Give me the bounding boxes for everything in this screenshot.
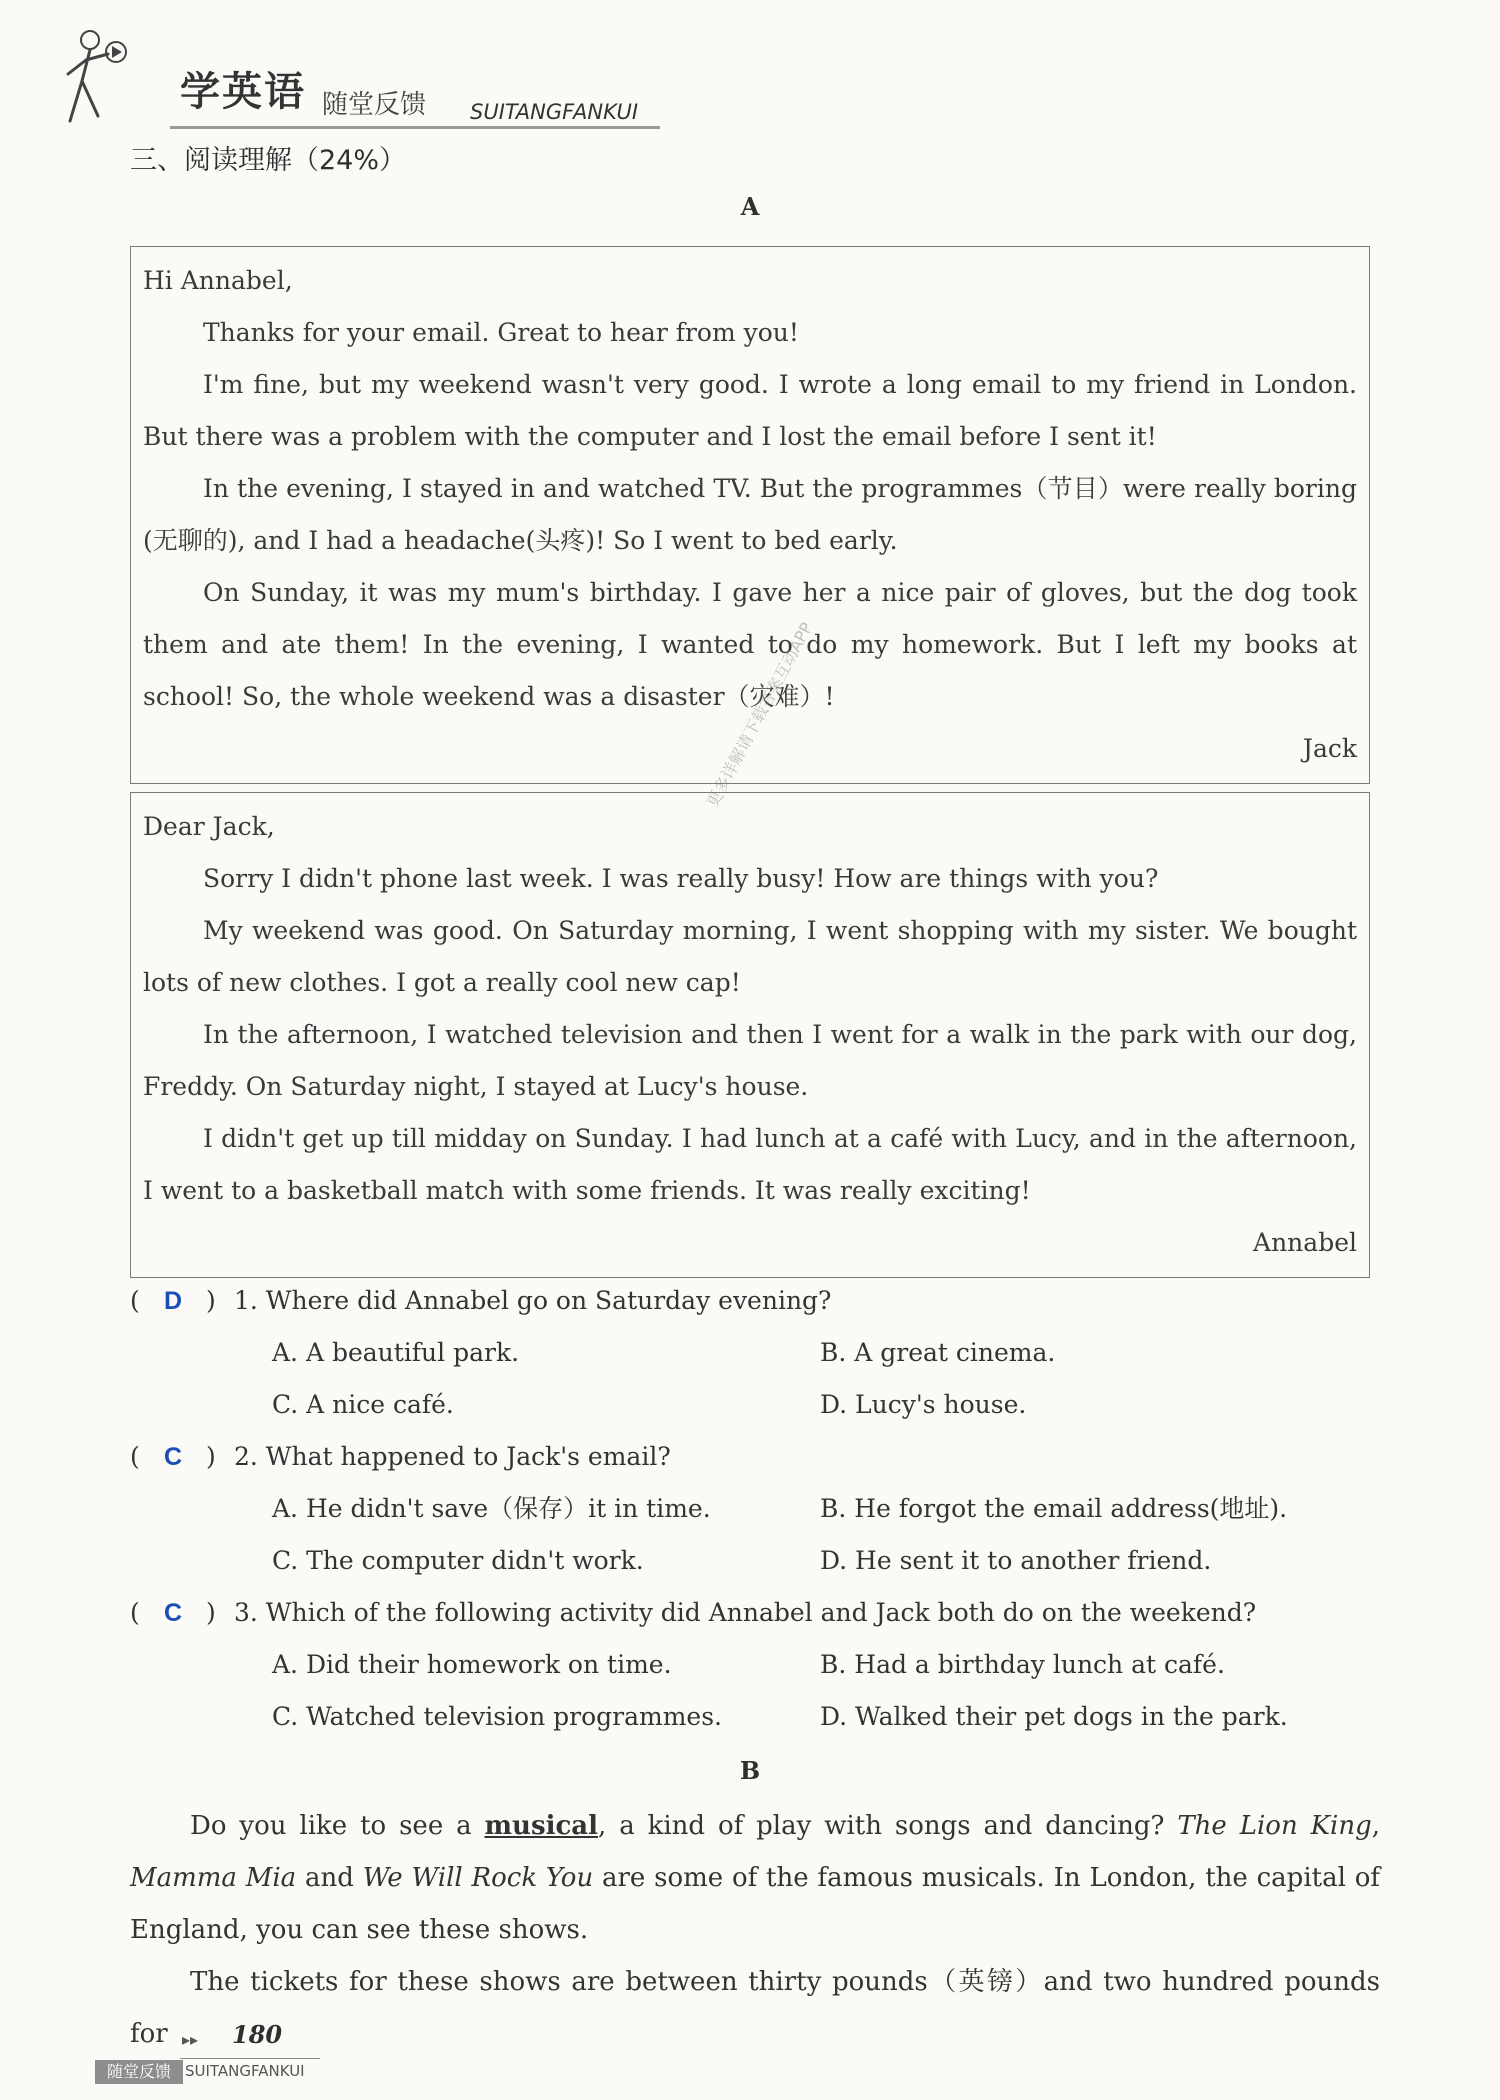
key-term: musical (484, 1811, 599, 1841)
option-d: D. Walked their pet dogs in the park. (820, 1702, 1288, 1731)
footer-pinyin: SUITANGFANKUI (185, 2062, 305, 2080)
page-header (60, 18, 639, 128)
letter-signature: Jack (1302, 734, 1357, 763)
option-a: A. Did their homework on time. (272, 1650, 672, 1679)
option-d: D. Lucy's house. (820, 1390, 1027, 1419)
passage-paragraph: The tickets for these shows are between thirty pounds（英镑）and two hundred pounds for (130, 1967, 1380, 2049)
brand-title: 学英语 (180, 69, 306, 115)
option-a: A. He didn't save（保存）it in time. (272, 1494, 711, 1523)
watermark: 更多详解请下载答案互动APP (702, 619, 817, 811)
letter-paragraph: In the evening, I stayed in and watched TV. But the programmes（节目）were really boring (无聊的), and I had a headache(头疼)! So I went to bed early. (143, 474, 1357, 555)
page-footer (0, 2010, 700, 2100)
option-b: B. A great cinema. (820, 1338, 1056, 1367)
answer-paren-open: ( (130, 1598, 140, 1627)
option-d: D. He sent it to another friend. (820, 1546, 1212, 1575)
option-c: C. The computer didn't work. (272, 1546, 644, 1575)
letter-signature: Annabel (1253, 1228, 1357, 1257)
letter-paragraph: I didn't get up till midday on Sunday. I had lunch at a café with Lucy, and in the afternoon, I went to a basketball match with some friends. It was really exciting! (143, 1124, 1357, 1205)
text-run: and (296, 1863, 363, 1893)
show-title: Mamma Mia (130, 1863, 297, 1893)
option-c: C. A nice café. (272, 1390, 454, 1419)
option-b: B. Had a birthday lunch at café. (820, 1650, 1225, 1679)
letter-paragraph: My weekend was good. On Saturday morning, I went shopping with my sister. We bought lots of new clothes. I got a really cool new cap! (143, 916, 1357, 997)
option-b: B. He forgot the email address(地址). (820, 1494, 1288, 1523)
show-title: We Will Rock You (362, 1863, 594, 1893)
answer-paren-open: ( (130, 1442, 140, 1471)
text-run: are some of the famous musicals. In London, the capital of England, you can see these shows. (130, 1863, 1380, 1945)
option-a: A. A beautiful park. (272, 1338, 520, 1367)
letter-paragraph: On Sunday, it was my mum's birthday. I gave her a nice pair of gloves, but the dog took them and ate them! In the evening, I wanted to do my homework. But I left my books at school! So, the whole weekend was a disaster（灾难）! (143, 578, 1357, 711)
arrow-icon: ▸▸ (182, 2030, 199, 2049)
part-b-label: B (739, 1756, 761, 1785)
runner-logo-icon (60, 26, 140, 136)
part-a-label: A (740, 192, 760, 221)
question-1 (130, 1275, 1390, 1431)
answer-paren-close: ) (206, 1286, 216, 1315)
passage-paragraph (130, 1800, 1380, 1956)
question-text: 3. Which of the following activity did Annabel and Jack both do on the weekend? (234, 1598, 1257, 1627)
answer-paren-open: ( (130, 1286, 140, 1315)
letter-paragraph: I'm fine, but my weekend wasn't very good. I wrote a long email to my friend in London. But there was a problem with the computer and I lost the email before I sent it! (143, 370, 1357, 451)
header-rule (170, 126, 660, 129)
letter-greeting: Dear Jack, (143, 812, 275, 841)
text-run: , (1371, 1811, 1380, 1841)
question-text: 1. Where did Annabel go on Saturday evening? (234, 1286, 832, 1315)
letter-paragraph: Sorry I didn't phone last week. I was really busy! How are things with you? (203, 864, 1159, 893)
section-title: 三、阅读理解（24%） (130, 145, 407, 176)
letter-greeting: Hi Annabel, (143, 266, 293, 295)
page-number: 180 (232, 2020, 283, 2049)
answer-choice: D (164, 1287, 183, 1315)
footer-rule (180, 2058, 320, 2059)
option-c: C. Watched television programmes. (272, 1702, 722, 1731)
question-3 (130, 1587, 1390, 1743)
question-2 (130, 1431, 1390, 1587)
text-run: Do you like to see a (190, 1811, 485, 1841)
answer-paren-close: ) (206, 1442, 216, 1471)
text-run: , a kind of play with songs and dancing? (598, 1811, 1178, 1841)
letter-paragraph: In the afternoon, I watched television and then I went for a walk in the park with our dog, Freddy. On Saturday night, I stayed at Lucy's house. (143, 1020, 1357, 1101)
brand-subtitle: 随堂反馈 (322, 90, 427, 120)
answer-choice: C (164, 1443, 183, 1471)
footer-tag: 随堂反馈 (95, 2060, 183, 2084)
letter-paragraph: Thanks for your email. Great to hear from you! (203, 318, 799, 347)
question-text: 2. What happened to Jack's email? (234, 1442, 671, 1471)
letter-annabel (130, 792, 1370, 1278)
brand-pinyin: SUITANGFANKUI (470, 100, 639, 124)
answer-paren-close: ) (206, 1598, 216, 1627)
answer-choice: C (164, 1599, 183, 1627)
show-title: The Lion King (1177, 1811, 1372, 1841)
